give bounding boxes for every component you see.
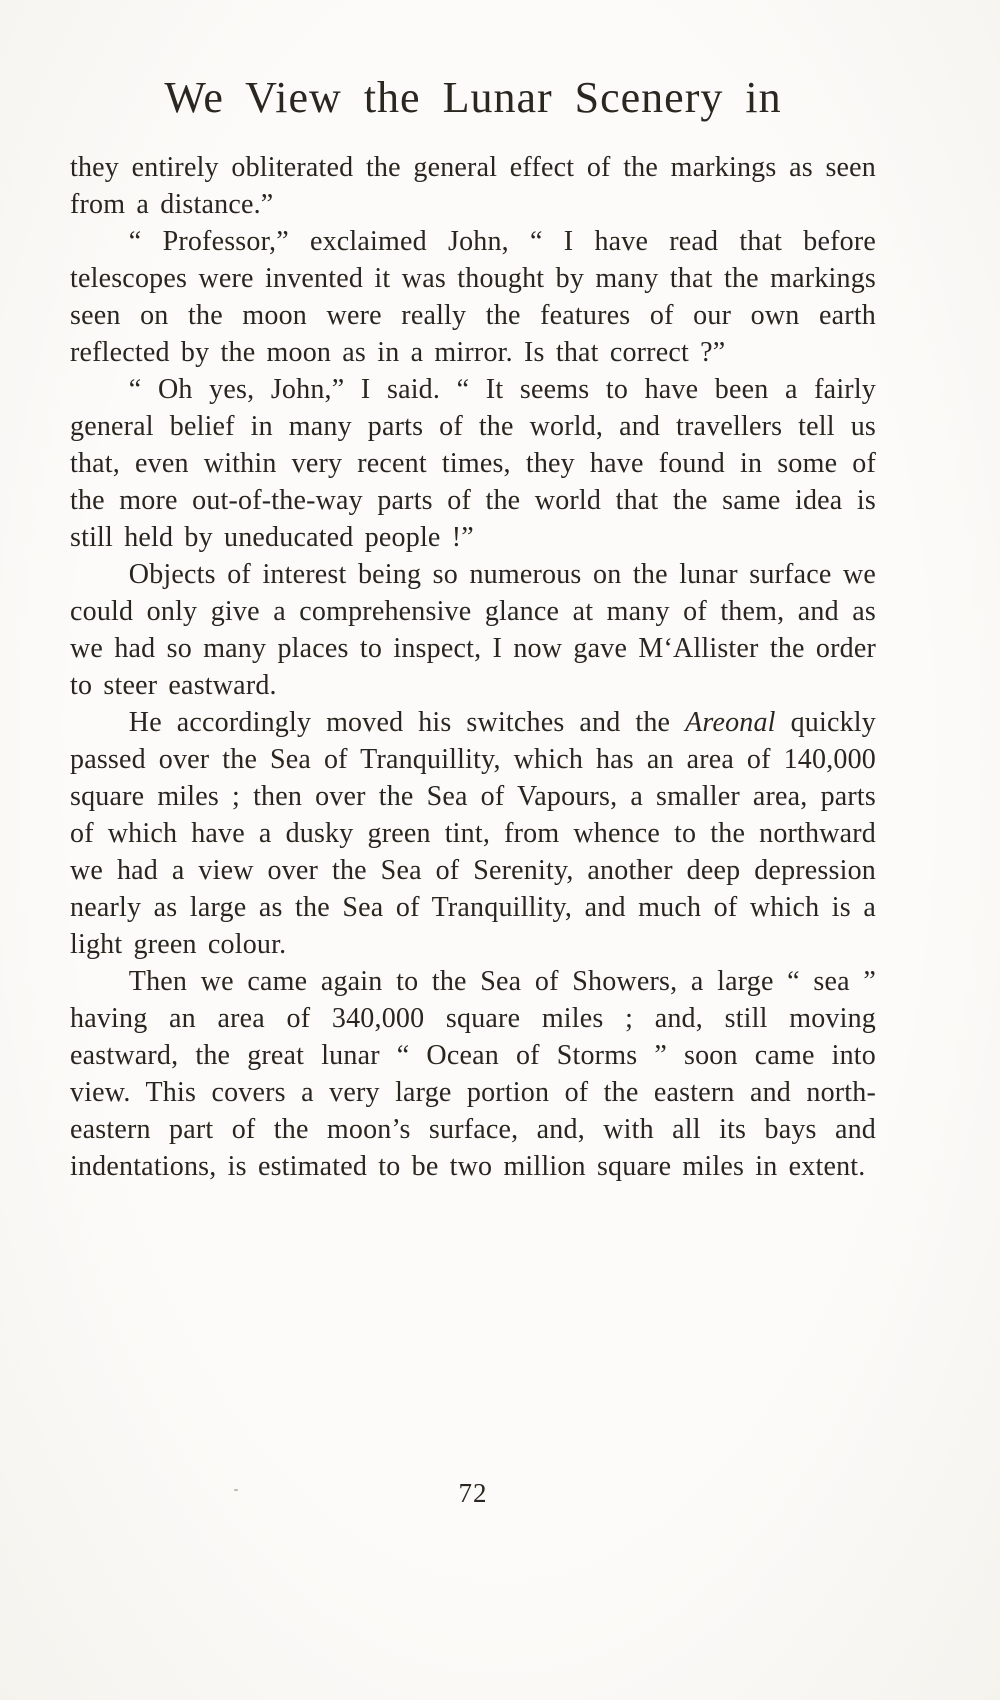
running-header: We View the Lunar Scenery in [164,73,782,122]
text-run: Objects of interest being so numerous on the lunar surface we could only give a comprehensive glance at many of them, and as we had so many places to inspect, I now gave M‘Allister the order to steer eastward. [70,559,876,701]
text-run: quickly passed over the Sea of Tranquillity, which has an area of 140,000 square miles ; then over the Sea of Vapours, a smaller area, parts of which have a dusky green tint, from whence to the northward we had a view over the Sea of Serenity, another deep depression nearly as large as the Sea of Tranquillity, and much of which is a light green colour. [70,707,876,960]
text-run: He accordingly moved his switches and the [128,707,686,738]
page-body [70,149,876,1185]
paragraph [70,149,876,223]
text-run: “ Professor,” exclaimed John, “ I have read that before telescopes were invented it was thought by many that the markings seen on the moon were really the features of our own earth reflected by the moon as in a mirror. Is that correct ?” [70,226,876,368]
page-number: 72 [458,1478,488,1508]
text-run: “ Oh yes, John,” I said. “ It seems to have been a fairly general belief in many parts of the world, and travellers tell us that, even within very recent times, they have found in some of the more out-of-the-way parts of the world that the same idea is still held by uneducated people !” [70,374,876,553]
paragraph [70,223,876,371]
paragraph [70,371,876,556]
paragraph [70,963,876,1185]
text-run: Then we came again to the Sea of Showers, a large “ sea ” having an area of 340,000 square miles ; and, still moving eastward, the great lunar “ Ocean of Storms ” soon came into view. This covers a very large portion of the eastern and north-eastern part of the moon’s surface, and, with all its bays and indentations, is estimated to be two million square miles in extent. [70,966,876,1182]
paragraph [70,556,876,704]
italic-text: Areonal [685,707,776,738]
paragraph [70,704,876,963]
text-run: they entirely obliterated the general effect of the markings as seen from a distance.” [70,152,876,220]
